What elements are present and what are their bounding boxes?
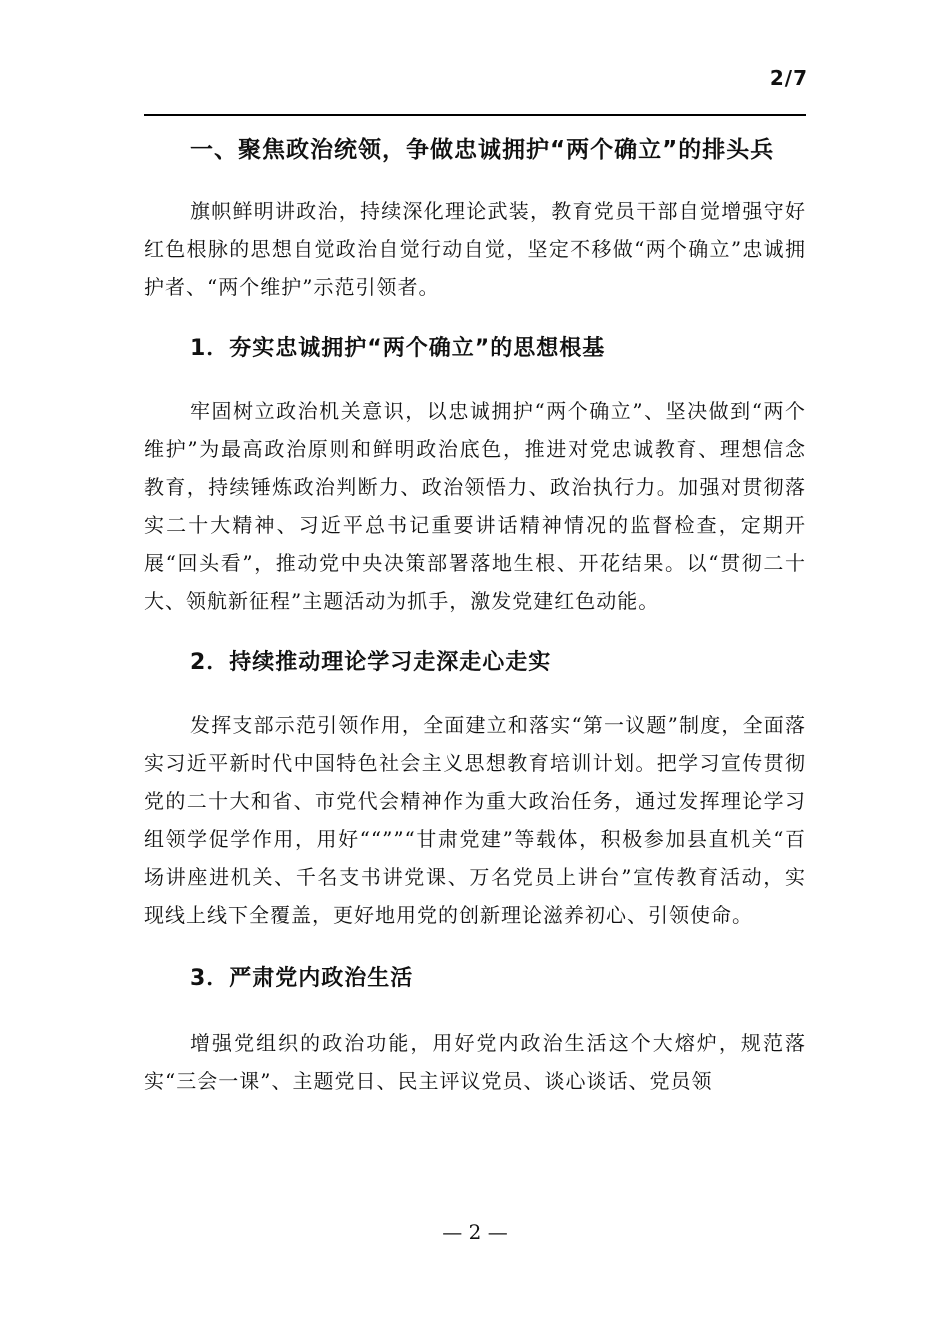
subsection-paragraph-3: 增强党组织的政治功能，用好党内政治生活这个大熔炉，规范落实“三会一课”、主题党日、民主评议党员、谈心谈话、党员领: [144, 1031, 806, 1093]
subsection-paragraph-1: 牢固树立政治机关意识，以忠诚拥护“两个确立”、坚决做到“两个维护”为最高政治原则和鲜明政治底色，推进对党忠诚教育、理想信念教育，持续锤炼政治判断力、政治领悟力、政治执行力。加强对贯彻落实二十大精神、习近平总书记重要讲话精神情况的监督检查，定期开展“回头看”，推动党中央决策部署落地生根、开花结果。以“贯彻二十大、领航新征程”主题活动为抓手，激发党建红色动能。: [144, 399, 806, 613]
page-indicator: 2/7: [769, 66, 808, 90]
footer-page-number: — 2 —: [442, 1220, 508, 1244]
subsection-heading-2: 2．持续推动理论学习走深走心走实: [190, 650, 552, 675]
subsection-heading-1: 1．夯实忠诚拥护“两个确立”的思想根基: [190, 336, 606, 361]
section-heading: 一、聚焦政治统领，争做忠诚拥护“两个确立”的排头兵: [190, 137, 775, 163]
header-divider: [144, 114, 806, 116]
subsection-heading-3: 3．严肃党内政治生活: [190, 966, 414, 991]
section-intro-paragraph: 旗帜鲜明讲政治，持续深化理论武装，教育党员干部自觉增强守好红色根脉的思想自觉政治自觉行动自觉，坚定不移做“两个确立”忠诚拥护者、“两个维护”示范引领者。: [144, 199, 806, 299]
subsection-paragraph-2: 发挥支部示范引领作用，全面建立和落实“第一议题”制度，全面落实习近平新时代中国特色社会主义思想教育培训计划。把学习宣传贯彻党的二十大和省、市党代会精神作为重大政治任务，通过发挥理论学习组领学促学作用，用好““””“甘肃党建”等载体，积极参加县直机关“百场讲座进机关、千名支书讲党课、万名党员上讲台”宣传教育活动，实现线上线下全覆盖，更好地用党的创新理论滋养初心、引领使命。: [144, 713, 806, 927]
document-body: [144, 120, 806, 1100]
